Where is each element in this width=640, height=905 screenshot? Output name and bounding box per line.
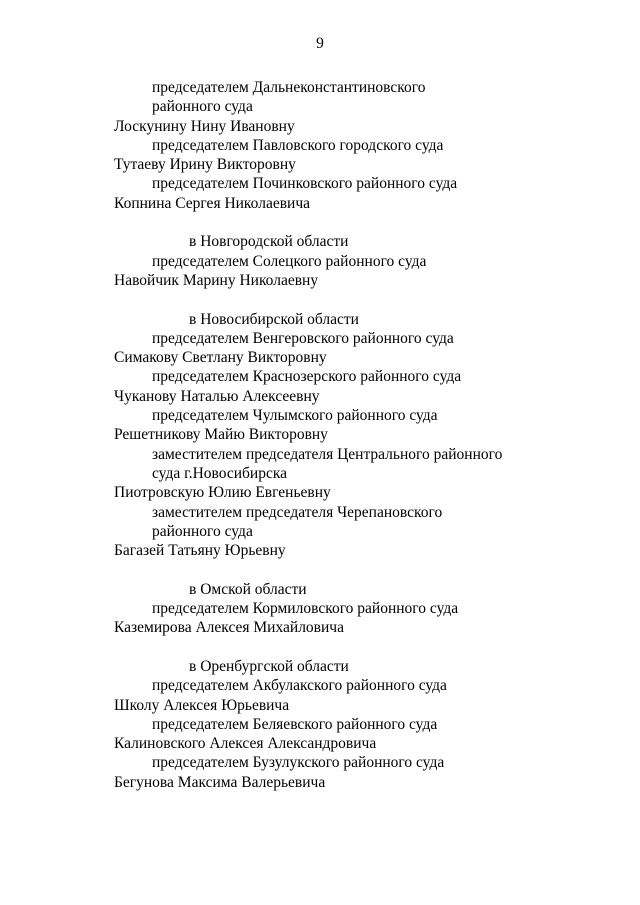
position-line: районного суда xyxy=(152,522,253,540)
position-line: председателем Солецкого районного суда xyxy=(152,252,427,270)
person-name: Бегунова Максима Валерьевича xyxy=(114,773,326,791)
region-heading: в Новосибирской области xyxy=(189,310,359,328)
position-line: председателем Венгеровского районного суда xyxy=(152,329,454,347)
person-name: Навойчик Марину Николаевну xyxy=(114,271,319,289)
person-name: Каземирова Алексея Михайловича xyxy=(114,619,344,637)
spacer xyxy=(114,290,534,309)
appointment-list xyxy=(114,78,534,792)
person-name: Решетникову Майю Викторовну xyxy=(114,426,328,444)
position-line: председателем Чулымского районного суда xyxy=(152,407,438,425)
position-line: председателем Починковского районного суда xyxy=(152,175,458,193)
position-line: председателем Кормиловского районного суда xyxy=(152,600,459,618)
position-line: председателем Павловского городского суда xyxy=(152,136,444,154)
person-name: Пиотровскую Юлию Евгеньевну xyxy=(114,484,331,502)
position-line: заместителем председателя Черепановского xyxy=(152,503,443,521)
person-name: Симакову Светлану Викторовну xyxy=(114,349,327,367)
spacer xyxy=(114,213,534,232)
person-name: Школу Алексея Юрьевича xyxy=(114,696,290,714)
person-name: Чуканову Наталью Алексеевну xyxy=(114,387,320,405)
position-line: председателем Беляевского районного суда xyxy=(152,715,438,733)
person-name: Багазей Татьяну Юрьевну xyxy=(114,542,286,560)
region-heading: в Омской области xyxy=(189,580,307,598)
person-name: Копнина Сергея Николаевича xyxy=(114,194,311,212)
person-name: Тутаеву Ирину Викторовну xyxy=(114,156,296,174)
page-number: 9 xyxy=(316,35,324,52)
position-line: председателем Дальнеконстантиновского xyxy=(152,79,426,96)
person-name: Калиновского Алексея Александровича xyxy=(114,735,377,753)
region-heading: в Новгородской области xyxy=(189,233,349,251)
spacer xyxy=(114,560,534,579)
position-line: председателем Краснозерского районного суда xyxy=(152,368,462,386)
position-line: суда г.Новосибирска xyxy=(152,464,288,482)
spacer xyxy=(114,638,534,657)
position-line: председателем Бузулукского районного суда xyxy=(152,754,445,772)
region-heading: в Оренбургской области xyxy=(189,657,349,675)
position-line: заместителем председателя Центрального районного xyxy=(152,445,503,463)
position-line: председателем Акбулакского районного суда xyxy=(152,677,447,695)
person-name: Лоскунину Нину Ивановну xyxy=(114,117,295,135)
position-line: районного суда xyxy=(152,98,253,116)
